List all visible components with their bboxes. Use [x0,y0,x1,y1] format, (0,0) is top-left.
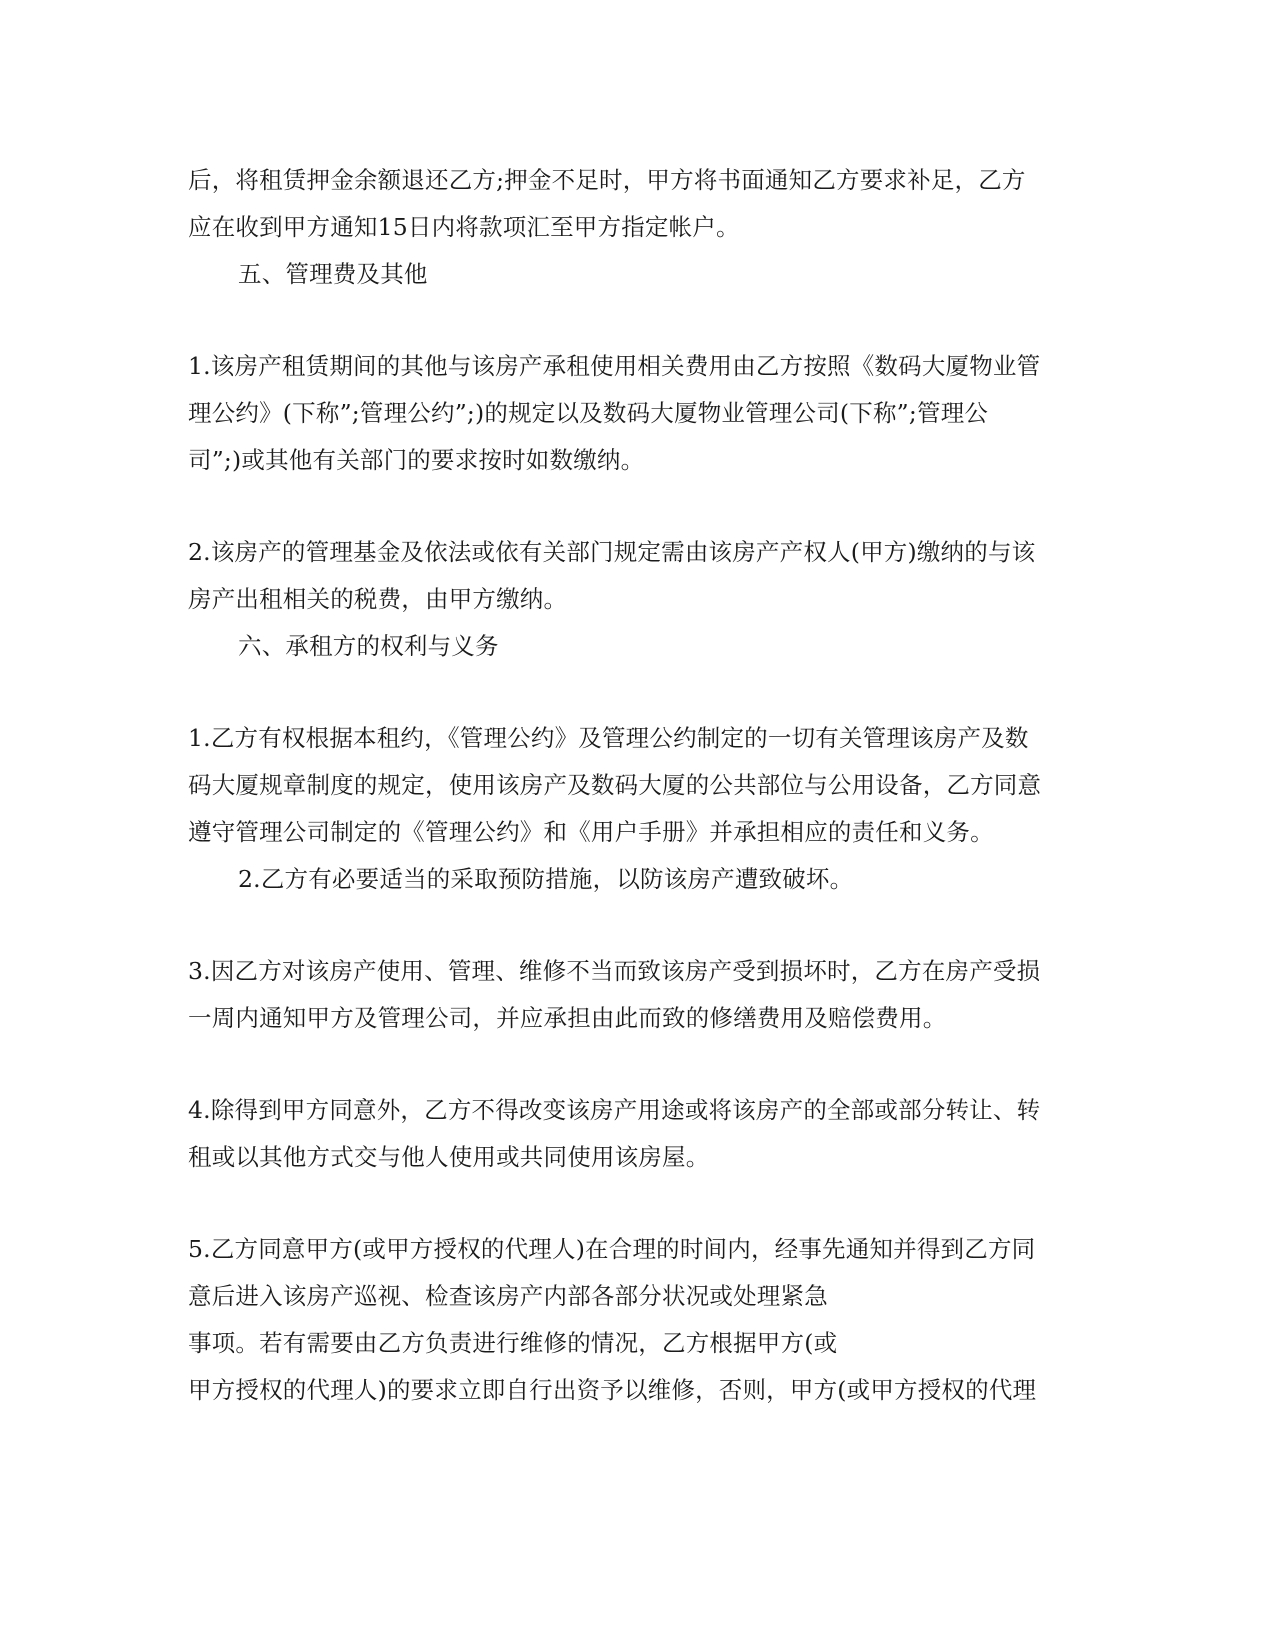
text-line: 3.因乙方对该房产使用、管理、维修不当而致该房产受到损坏时，乙方在房产受损 [188,957,1041,985]
text-line: 5.乙方同意甲方(或甲方授权的代理人)在合理的时间内，经事先通知并得到乙方同 [188,1235,1036,1263]
text-line: 1.该房产租赁期间的其他与该房产承租使用相关费用由乙方按照《数码大厦物业管 [188,352,1041,380]
text-line: 1.乙方有权根据本租约，《管理公约》及管理公约制定的一切有关管理该房产及数 [188,724,1029,752]
text-line: 租或以其他方式交与他人使用或共同使用该房屋。 [188,1143,710,1171]
text-line: 一周内通知甲方及管理公司，并应承担由此而致的修缮费用及赔偿费用。 [188,1004,947,1032]
text-line: 理公约》(下称”;管理公约”;)的规定以及数码大厦物业管理公司(下称”;管理公 [188,399,989,427]
text-line: 遵守管理公司制定的《管理公约》和《用户手册》并承担相应的责任和义务。 [188,818,994,846]
section-heading: 五、管理费及其他 [238,260,428,288]
text-line: 4.除得到甲方同意外，乙方不得改变该房产用途或将该房产的全部或部分转让、转 [188,1096,1041,1124]
text-line: 司”;)或其他有关部门的要求按时如数缴纳。 [188,446,645,474]
text-line: 2.该房产的管理基金及依法或依有关部门规定需由该房产产权人(甲方)缴纳的与该 [188,538,1036,566]
text-line: 后，将租赁押金余额退还乙方;押金不足时，甲方将书面通知乙方要求补足，乙方 [188,166,1026,194]
text-line: 码大厦规章制度的规定，使用该房产及数码大厦的公共部位与公用设备，乙方同意 [188,771,1042,799]
text-line: 应在收到甲方通知15日内将款项汇至甲方指定帐户。 [188,213,740,241]
section-heading: 六、承租方的权利与义务 [238,632,499,660]
text-line: 2.乙方有必要适当的采取预防措施，以防该房产遭致破坏。 [238,865,854,893]
text-line: 房产出租相关的税费，由甲方缴纳。 [188,585,568,613]
text-line: 事项。若有需要由乙方负责进行维修的情况，乙方根据甲方(或 [188,1329,838,1357]
text-line: 意后进入该房产巡视、检查该房产内部各部分状况或处理紧急 [188,1282,828,1310]
text-line: 甲方授权的代理人)的要求立即自行出资予以维修，否则，甲方(或甲方授权的代理 [188,1376,1037,1404]
